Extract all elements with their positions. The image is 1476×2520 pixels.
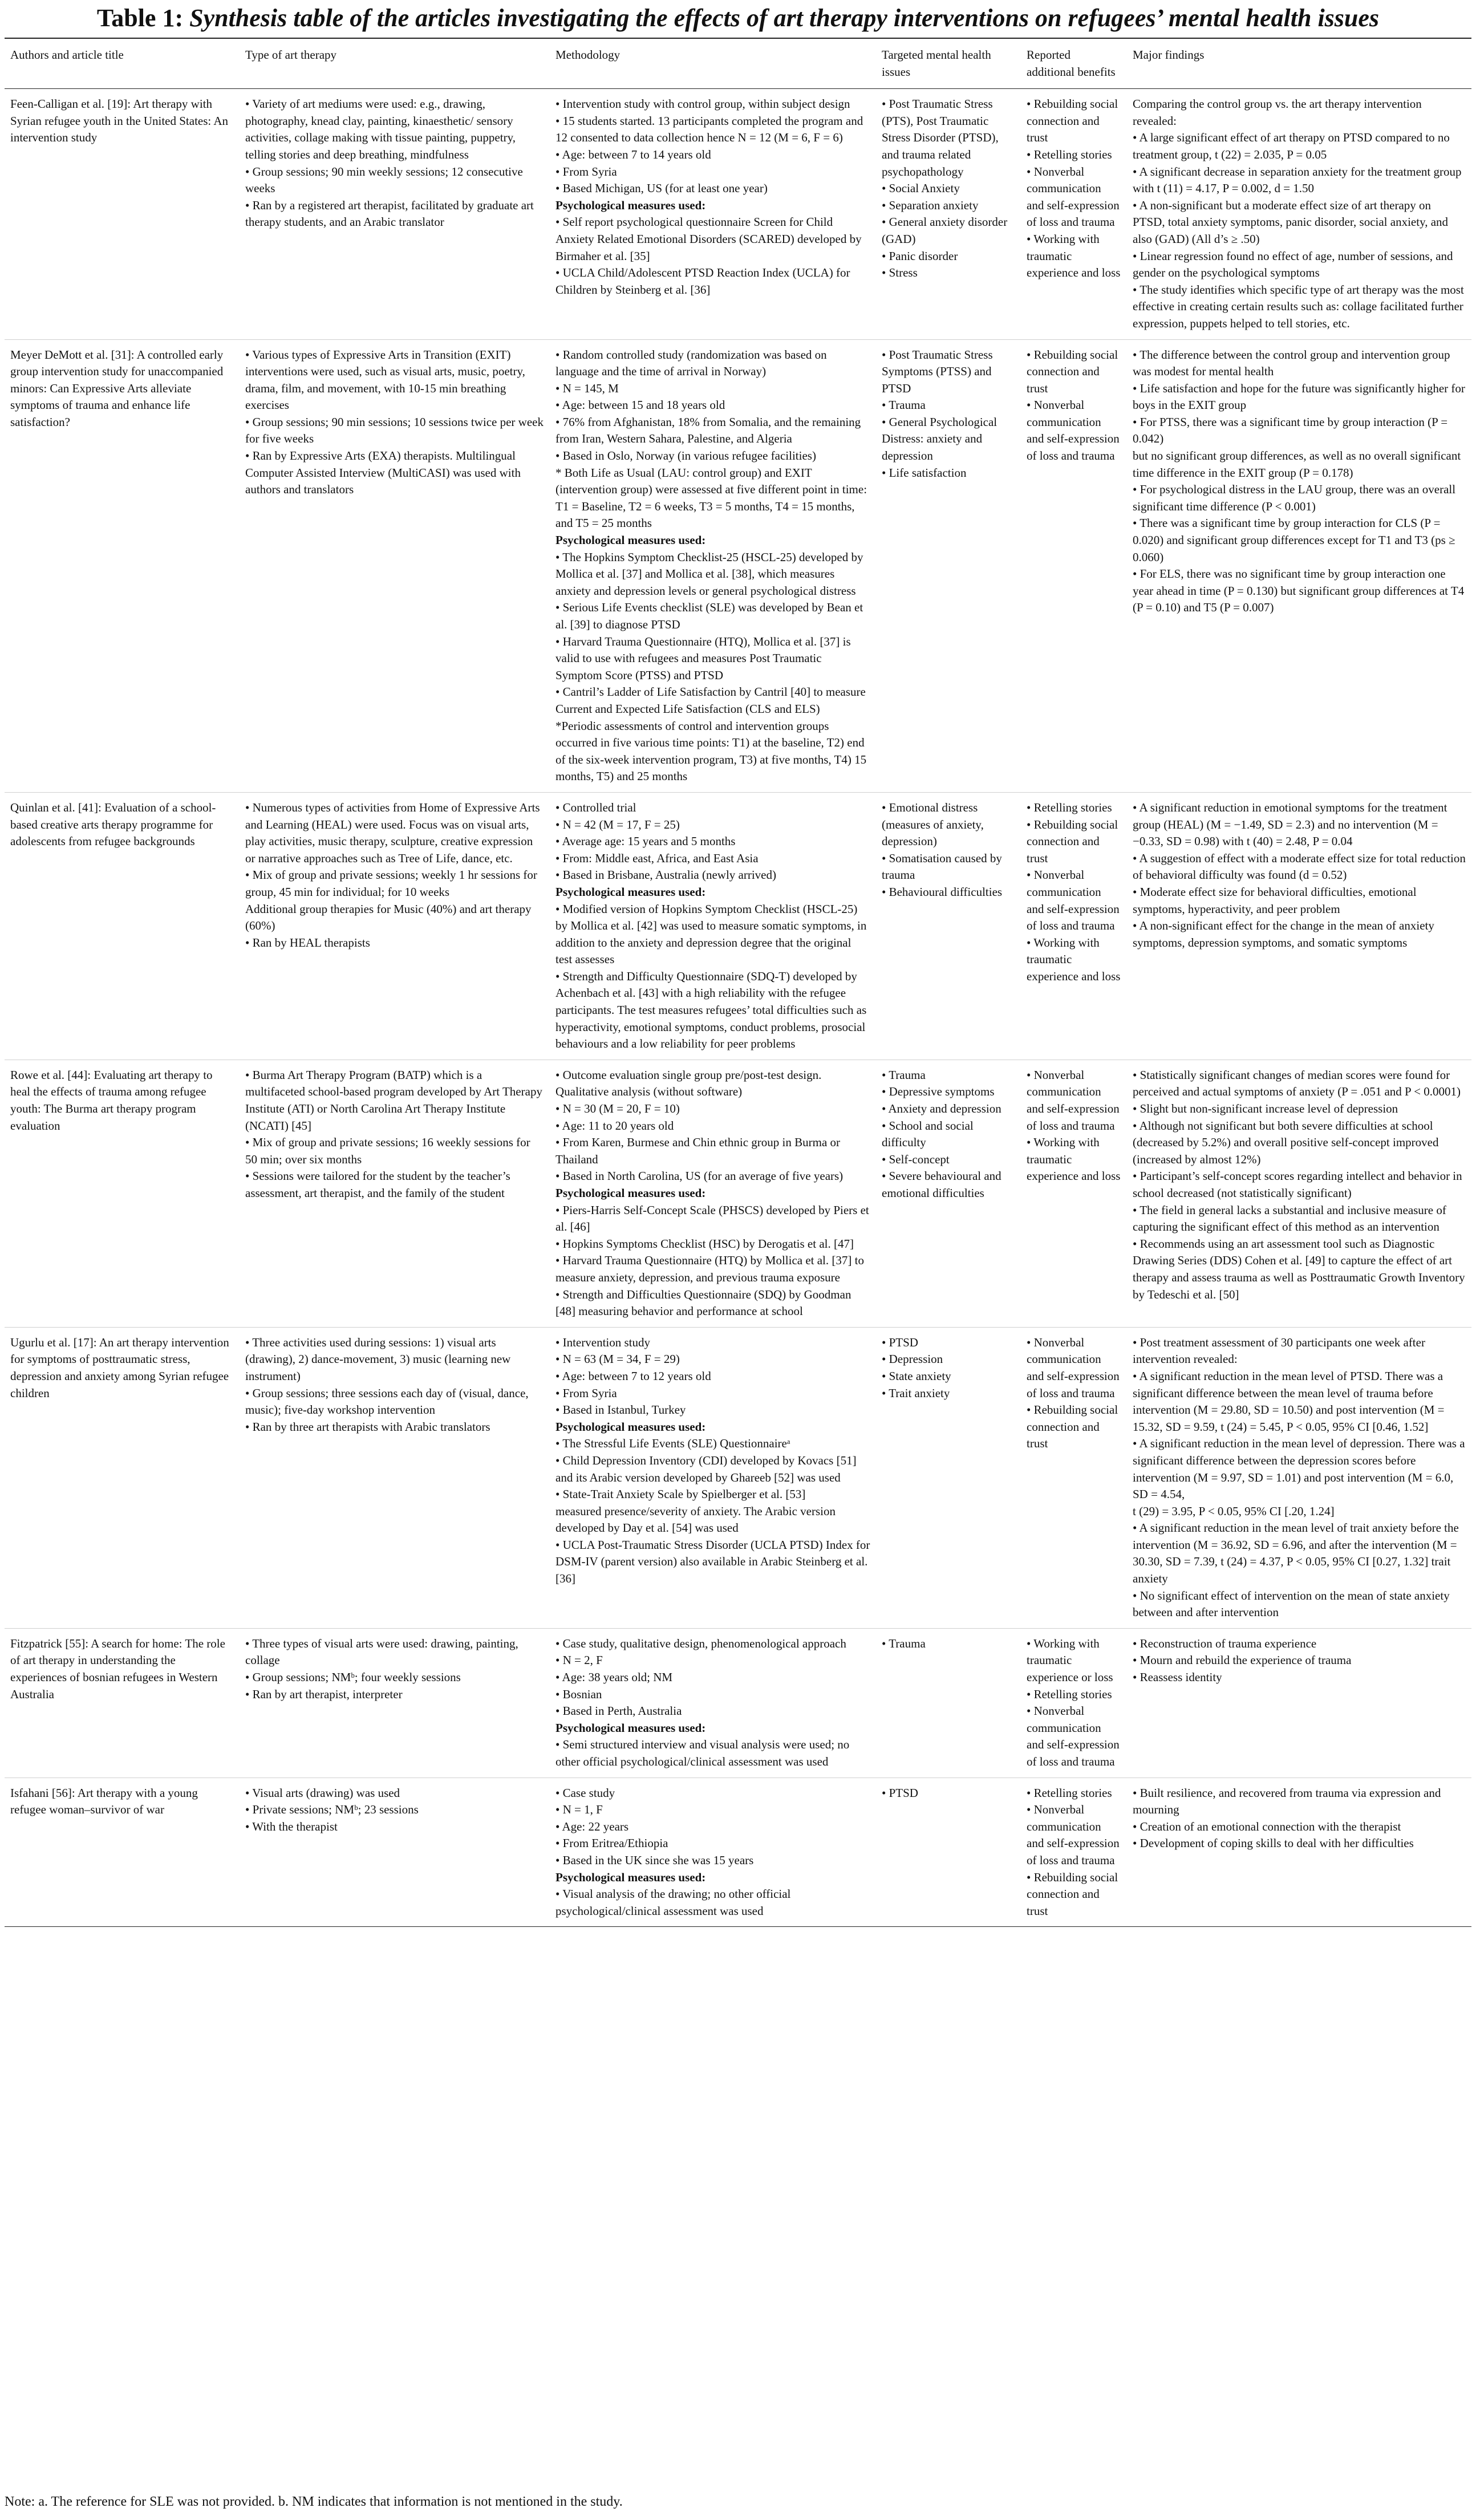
cell-additional-benefits: [1021, 89, 1127, 339]
cell-line: • Nonverbal communication and self-expression of loss and trauma: [1027, 398, 1120, 463]
cell-line: • A non-significant but a moderate effect size of art therapy on PTSD, total anxiety symptoms, panic disorder, social anxiety, and also (GAD) (All d’s ≥ .50): [1133, 198, 1449, 246]
cell-line: • Rebuilding social connection and trust: [1027, 1403, 1118, 1451]
cell-targeted-issues: [876, 339, 1021, 792]
cell-line: • N = 145, M: [555, 381, 619, 395]
cell-additional-benefits: [1021, 1778, 1127, 1927]
cell-line: • Rebuilding social connection and trust: [1027, 1870, 1118, 1918]
cell-line: • Age: between 7 to 12 years old: [555, 1369, 711, 1383]
section-heading: Psychological measures used:: [555, 1419, 706, 1434]
cell-line: • Controlled trial: [555, 800, 636, 814]
cell-line: • Statistically significant changes of median scores were found for perceived and actual symptoms of anxiety (P = .051 and P < 0.0001): [1133, 1068, 1461, 1099]
cell-line: • Bosnian: [555, 1687, 602, 1701]
cell-line: • Strength and Difficulties Questionnaire (SDQ) by Goodman [48] measuring behavior and performance at school: [555, 1287, 851, 1318]
cell-line: • Visual analysis of the drawing; no other official psychological/clinical assessment was used: [555, 1887, 791, 1918]
cell-line: • N = 1, F: [555, 1803, 603, 1817]
cell-line: • Although not significant but both severe difficulties at school (decreased by 5.2%) and overall positive self-concept improved (increased by almost 12%): [1133, 1118, 1439, 1166]
cell-methodology: [550, 89, 876, 339]
cell-line: • From Syria: [555, 164, 617, 178]
cell-line: • Based in the UK since she was 15 years: [555, 1853, 754, 1867]
cell-line: • Emotional distress (measures of anxiety, depression): [882, 800, 984, 849]
cell-additional-benefits: [1021, 1060, 1127, 1327]
cell-authors: [5, 1778, 240, 1927]
cell-line: • PTSD: [882, 1335, 918, 1349]
cell-line: • Ran by three art therapists with Arabic translators: [245, 1419, 490, 1434]
cell-line: • Outcome evaluation single group pre/post-test design. Qualitative analysis (without software): [555, 1068, 822, 1099]
cell-line: • Case study, qualitative design, phenomenological approach: [555, 1636, 846, 1650]
cell-line: • Nonverbal communication and self-expression of loss and trauma: [1027, 1803, 1120, 1867]
cell-line: • School and social difficulty: [882, 1118, 974, 1150]
cell-line: • Post Traumatic Stress Symptoms (PTSS) and PTSD: [882, 347, 993, 395]
cell-line: • Piers-Harris Self-Concept Scale (PHSCS) developed by Piers et al. [46]: [555, 1203, 869, 1234]
cell-line: • Creation of an emotional connection with the therapist: [1133, 1819, 1401, 1833]
cell-line: • A large significant effect of art therapy on PTSD compared to no treatment group, t (22) = 2.035, P = 0.05: [1133, 131, 1450, 161]
cell-line: • Separation anxiety: [882, 198, 979, 212]
cell-line: measured presence/severity of anxiety. The Arabic version developed by Day et al. [54] was used: [555, 1504, 836, 1535]
cell-line: • Private sessions; NMᵇ; 23 sessions: [245, 1803, 419, 1817]
cell-line: • From Syria: [555, 1386, 617, 1400]
cell-line: Ugurlu et al. [17]: An art therapy intervention for symptoms of posttraumatic stress, depression and anxiety among Syrian refugee children: [10, 1335, 229, 1400]
cell-line: • Ran by a registered art therapist, facilitated by graduate art therapy students, and an Arabic translator: [245, 198, 534, 229]
cell-line: t (29) = 3.95, P < 0.05, 95% CI [.20, 1.24]: [1133, 1504, 1335, 1518]
cell-line: • Ran by HEAL therapists: [245, 935, 370, 949]
cell-line: • Harvard Trauma Questionnaire (HTQ), Mollica et al. [37] is valid to use with refugees and measures Post Traumatic Symptom Score (PTSS) and PTSD: [555, 634, 851, 682]
cell-line: • Working with traumatic experience and loss: [1027, 232, 1121, 280]
cell-line: • Trait anxiety: [882, 1386, 950, 1400]
cell-authors: [5, 792, 240, 1060]
cell-line: Additional group therapies for Music (40%) and art therapy (60%): [245, 902, 532, 933]
cell-targeted-issues: [876, 792, 1021, 1060]
header-methodology: Methodology: [550, 38, 876, 89]
header-row: [5, 38, 1471, 89]
cell-line: • Harvard Trauma Questionnaire (HTQ) by Mollica et al. [37] to measure anxiety, depression, and previous trauma exposure: [555, 1253, 864, 1284]
cell-line: • The Stressful Life Events (SLE) Questionnaireᵃ: [555, 1436, 790, 1451]
table-row: [5, 1778, 1471, 1927]
cell-authors: [5, 89, 240, 339]
cell-line: Quinlan et al. [41]: Evaluation of a school-based creative arts therapy programme for adolescents from refugee backgrounds: [10, 800, 216, 849]
cell-line: • Various types of Expressive Arts in Transition (EXIT) interventions were used, such as visual arts, music, poetry, drama, film, and movement, with 10-15 min breathing exercises: [245, 347, 525, 412]
cell-line: • Strength and Difficulty Questionnaire (SDQ-T) developed by Achenbach et al. [43] with a high reliability with the refugee participants. The test measures refugees’ total difficulties such as hyperactivity, emotional symptoms, conduct problems, prosocial behaviours and a low reliability for peer problems: [555, 969, 867, 1051]
cell-major-findings: [1127, 792, 1471, 1060]
cell-line: • Behavioural difficulties: [882, 884, 1003, 899]
table-title: [0, 2, 1476, 34]
cell-line: • Age: between 15 and 18 years old: [555, 398, 725, 412]
cell-line: • N = 30 (M = 20, F = 10): [555, 1102, 680, 1116]
cell-additional-benefits: [1021, 792, 1127, 1060]
cell-line: • Reassess identity: [1133, 1670, 1222, 1685]
cell-line: • Built resilience, and recovered from trauma via expression and mourning: [1133, 1785, 1441, 1817]
cell-line: • Semi structured interview and visual analysis were used; no other official psychological/clinical assessment was used: [555, 1738, 850, 1768]
cell-line: • Self-concept: [882, 1152, 950, 1166]
cell-line: Isfahani [56]: Art therapy with a young refugee woman–survivor of war: [10, 1785, 198, 1817]
cell-line: • Visual arts (drawing) was used: [245, 1785, 400, 1800]
cell-line: • Depressive symptoms: [882, 1085, 995, 1099]
cell-line: • Age: between 7 to 14 years old: [555, 147, 711, 161]
cell-authors: [5, 1060, 240, 1327]
cell-line: • Numerous types of activities from Home of Expressive Arts and Learning (HEAL) were used. Focus was on visual arts, play activities, music therapy, sculpture, creative expression or narrative approaches such as Tree of Life, dance, etc.: [245, 800, 540, 865]
cell-line: Meyer DeMott et al. [31]: A controlled early group intervention study for unaccompanied minors: Can Expressive Arts alleviate symptoms of trauma and enhance life satisfaction?: [10, 347, 224, 429]
cell-line: • Reconstruction of trauma experience: [1133, 1636, 1317, 1650]
cell-line: Feen-Calligan et al. [19]: Art therapy with Syrian refugee youth in the United States: An intervention study: [10, 97, 229, 145]
cell-line: • Three types of visual arts were used: drawing, painting, collage: [245, 1636, 518, 1667]
cell-line: • 15 students started. 13 participants completed the program and 12 consented to data collection hence N = 12 (M = 6, F = 6): [555, 113, 863, 145]
cell-line: • Nonverbal communication and self-expression of loss and trauma: [1027, 1704, 1120, 1768]
cell-line: • Retelling stories: [1027, 147, 1112, 161]
cell-methodology: [550, 1628, 876, 1778]
cell-art-therapy-type: [240, 1778, 550, 1927]
cell-line: • Mix of group and private sessions; 16 weekly sessions for 50 min; over six months: [245, 1135, 530, 1166]
cell-line: • From Karen, Burmese and Chin ethnic group in Burma or Thailand: [555, 1135, 841, 1166]
cell-art-therapy-type: [240, 339, 550, 792]
cell-line: • Ran by Expressive Arts (EXA) therapists. Multilingual Computer Assisted Interview (MultiCASI) was used with authors and translators: [245, 449, 521, 497]
cell-line: • Variety of art mediums were used: e.g., drawing, photography, knead clay, painting, kinaesthetic/ sensory activities, collage making with tissue painting, puppetry, telling stories and deep breathing, mindfulness: [245, 97, 516, 161]
cell-line: • Retelling stories: [1027, 1687, 1112, 1701]
cell-line: • Group sessions; 90 min weekly sessions; 12 consecutive weeks: [245, 164, 523, 196]
cell-line: • State-Trait Anxiety Scale by Spielberger et al. [53]: [555, 1487, 806, 1502]
cell-line: • From Eritrea/Ethiopia: [555, 1836, 668, 1851]
table-row: [5, 339, 1471, 792]
cell-line: • Working with traumatic experience and loss: [1027, 1135, 1121, 1183]
cell-line: • Based in Istanbul, Turkey: [555, 1403, 686, 1417]
cell-line: • Intervention study: [555, 1335, 650, 1349]
cell-line: • A suggestion of effect with a moderate effect size for total reduction of behavioral difficulty was found (d = 0.52): [1133, 851, 1466, 882]
cell-major-findings: [1127, 1060, 1471, 1327]
cell-additional-benefits: [1021, 339, 1127, 792]
cell-methodology: [550, 1327, 876, 1628]
cell-art-therapy-type: [240, 89, 550, 339]
cell-line: • Rebuilding social connection and trust: [1027, 347, 1118, 395]
cell-line: • A significant decrease in separation anxiety for the treatment group with t (11) = 4.17, P = 0.002, d = 1.50: [1133, 164, 1462, 196]
cell-line: • Development of coping skills to deal with her difficulties: [1133, 1836, 1414, 1851]
cell-line: • Group sessions; three sessions each day of (visual, dance, music); five-day workshop intervention: [245, 1386, 529, 1417]
cell-line: • Group sessions; NMᵇ; four weekly sessions: [245, 1670, 461, 1685]
cell-methodology: [550, 1778, 876, 1927]
section-heading: Psychological measures used:: [555, 1720, 706, 1735]
cell-line: • Trauma: [882, 398, 926, 412]
cell-line: • Based in Brisbane, Australia (newly arrived): [555, 868, 776, 882]
cell-line: • Life satisfaction: [882, 465, 967, 480]
cell-line: * Both Life as Usual (LAU: control group) and EXIT (intervention group) were assessed at five different point in time: T1 = Baseline, T2 = 6 weeks, T3 = 5 months, T4 = 15 months, and T5 = 25 months: [555, 465, 867, 530]
cell-line: • General anxiety disorder (GAD): [882, 215, 1008, 246]
cell-line: • N = 42 (M = 17, F = 25): [555, 817, 680, 831]
cell-line: • Self report psychological questionnaire Screen for Child Anxiety Related Emotional Disorders (SCARED) developed by Birmaher et al. [35]: [555, 215, 862, 263]
cell-major-findings: [1127, 89, 1471, 339]
cell-line: • Post treatment assessment of 30 participants one week after intervention revealed:: [1133, 1335, 1425, 1366]
cell-line: • A non-significant effect for the change in the mean of anxiety symptoms, depression symptoms, and somatic symptoms: [1133, 919, 1434, 949]
cell-line: • Working with traumatic experience and loss: [1027, 935, 1121, 983]
cell-line: • For psychological distress in the LAU group, there was an overall significant time difference (P < 0.001): [1133, 482, 1456, 513]
cell-additional-benefits: [1021, 1327, 1127, 1628]
cell-line: • State anxiety: [882, 1369, 951, 1383]
cell-line: • Ran by art therapist, interpreter: [245, 1687, 403, 1701]
cell-additional-benefits: [1021, 1628, 1127, 1778]
table-note: Note: a. The reference for SLE was not provided. b. NM indicates that information is not mentioned in the study.: [5, 2494, 623, 2509]
cell-line: • Mix of group and private sessions; weekly 1 hr sessions for group, 45 min for individual; for 10 weeks: [245, 868, 537, 899]
table-body: [5, 89, 1471, 1927]
table-row: [5, 792, 1471, 1060]
section-heading: Psychological measures used:: [555, 198, 706, 212]
section-heading: Psychological measures used:: [555, 533, 706, 547]
cell-targeted-issues: [876, 1628, 1021, 1778]
cell-targeted-issues: [876, 1060, 1021, 1327]
table-caption: Synthesis table of the articles investigating the effects of art therapy interventions on refugees’ mental health issues: [189, 4, 1380, 32]
cell-authors: [5, 1327, 240, 1628]
cell-line: • A significant reduction in the mean level of trait anxiety before the intervention (M = 36.92, SD = 6.96, and after the intervention (M = 30.30, SD = 7.39, t (24) = 4.37, P < 0.05, 95% CI [0.27, 1.32] trait anxiety: [1133, 1521, 1459, 1586]
cell-line: • Mourn and rebuild the experience of trauma: [1133, 1653, 1352, 1667]
cell-line: Comparing the control group vs. the art therapy intervention revealed:: [1133, 97, 1422, 128]
table-label: Table 1:: [96, 4, 184, 32]
header-findings: Major findings: [1127, 38, 1471, 89]
synthesis-table: [5, 38, 1471, 1927]
cell-line: • Nonverbal communication and self-expression of loss and trauma: [1027, 1068, 1120, 1133]
cell-targeted-issues: [876, 1778, 1021, 1927]
cell-line: • Nonverbal communication and self-expression of loss and trauma: [1027, 164, 1120, 229]
cell-line: • Child Depression Inventory (CDI) developed by Kovacs [51] and its Arabic version developed by Ghareeb [52] was used: [555, 1453, 857, 1484]
cell-line: • Life satisfaction and hope for the future was significantly higher for boys in the EXIT group: [1133, 381, 1465, 412]
cell-major-findings: [1127, 1628, 1471, 1778]
header-issues: Targeted mental health issues: [876, 38, 1021, 89]
cell-targeted-issues: [876, 89, 1021, 339]
cell-art-therapy-type: [240, 1327, 550, 1628]
cell-line: • A significant reduction in the mean level of PTSD. There was a significant difference between the mean level of trauma before intervention (M = 29.80, SD = 10.50) and post intervention (M = 15.32, SD = 9.59, t (24) = 5.45, P < 0.05, 95% CI [0.46, 1.52]: [1133, 1369, 1445, 1434]
cell-line: • Cantril’s Ladder of Life Satisfaction by Cantril [40] to measure Current and Expected Life Satisfaction (CLS and ELS): [555, 685, 866, 716]
cell-line: • Slight but non-significant increase level of depression: [1133, 1102, 1398, 1116]
cell-line: • UCLA Post-Traumatic Stress Disorder (UCLA PTSD) Index for DSM-IV (parent version) also available in Arabic Steinberg et al. [36]: [555, 1537, 870, 1586]
cell-line: • Serious Life Events checklist (SLE) was developed by Bean et al. [39] to diagnose PTSD: [555, 600, 863, 631]
header-authors: Authors and article title: [5, 38, 240, 89]
cell-line: • Age: 38 years old; NM: [555, 1670, 673, 1685]
cell-methodology: [550, 1060, 876, 1327]
cell-line: • Based in Oslo, Norway (in various refugee facilities): [555, 449, 816, 463]
cell-line: • PTSD: [882, 1785, 918, 1800]
cell-line: • Participant’s self-concept scores regarding intellect and behavior in school decreased (not statistically significant): [1133, 1169, 1462, 1200]
cell-line: • Three activities used during sessions: 1) visual arts (drawing), 2) dance-movement, 3) music (learning new instrument): [245, 1335, 511, 1383]
cell-line: • Group sessions; 90 min sessions; 10 sessions twice per week for five weeks: [245, 415, 544, 446]
cell-line: • Average age: 15 years and 5 months: [555, 834, 736, 849]
section-heading: Psychological measures used:: [555, 1870, 706, 1884]
cell-line: • The Hopkins Symptom Checklist-25 (HSCL-25) developed by Mollica et al. [37] and Mollica et al. [38], which measures anxiety and depression levels or general psychological distress: [555, 550, 863, 598]
cell-art-therapy-type: [240, 1628, 550, 1778]
cell-line: • There was a significant time by group interaction for CLS (P = 0.020) and significant group differences except for T1 and T3 (ps ≥ 0.060): [1133, 516, 1455, 564]
cell-line: Rowe et al. [44]: Evaluating art therapy to heal the effects of trauma among refugee youth: The Burma art therapy program evaluation: [10, 1068, 213, 1133]
cell-line: • Post Traumatic Stress (PTS), Post Traumatic Stress Disorder (PTSD), and trauma related psychopathology: [882, 97, 999, 178]
cell-line: • UCLA Child/Adolescent PTSD Reaction Index (UCLA) for Children by Steinberg et al. [36]: [555, 266, 850, 297]
cell-line: • Linear regression found no effect of age, number of sessions, and gender on the psychological symptoms: [1133, 249, 1453, 280]
table-row: [5, 89, 1471, 339]
cell-line: • A significant reduction in the mean level of depression. There was a significant difference between the depression scores before intervention (M = 9.97, SD = 1.01) and post intervention (M = 6.0, SD = 4.54,: [1133, 1436, 1465, 1502]
cell-line: • Somatisation caused by trauma: [882, 851, 1002, 882]
cell-line: • The difference between the control group and intervention group was modest for mental health: [1133, 347, 1450, 379]
cell-line: *Periodic assessments of control and intervention groups occurred in five various time points: T1) at the baseline, T2) end of the six-week intervention program, T3) at five months, T4) 15 months, T5) and 25 months: [555, 719, 867, 784]
cell-line: • Nonverbal communication and self-expression of loss and trauma: [1027, 868, 1120, 933]
cell-line: • Working with traumatic experience or loss: [1027, 1636, 1113, 1685]
cell-line: • Random controlled study (randomization was based on language and the time of arrival in Norway): [555, 347, 827, 379]
table-row: [5, 1628, 1471, 1778]
cell-methodology: [550, 792, 876, 1060]
cell-line: • Severe behavioural and emotional difficulties: [882, 1169, 1001, 1200]
cell-line: • Stress: [882, 266, 918, 280]
cell-line: • The study identifies which specific type of art therapy was the most effective in creating certain results such as: collage facilitated further expression, puppets helped to tell stories, etc.: [1133, 282, 1464, 330]
section-heading: Psychological measures used:: [555, 1186, 706, 1200]
cell-line: • From: Middle east, Africa, and East Asia: [555, 851, 759, 865]
cell-line: • Retelling stories: [1027, 800, 1112, 814]
cell-line: but no significant group differences, as well as no overall significant time difference in the EXIT group (P = 0.178): [1133, 449, 1461, 480]
cell-line: • General Psychological Distress: anxiety and depression: [882, 415, 997, 463]
cell-line: • Case study: [555, 1785, 615, 1800]
cell-line: • Hopkins Symptoms Checklist (HSC) by Derogatis et al. [47]: [555, 1236, 854, 1251]
table-row: [5, 1060, 1471, 1327]
table-row: [5, 1327, 1471, 1628]
cell-line: • 76% from Afghanistan, 18% from Somalia, and the remaining from Iran, Western Sahara, Palestine, and Algeria: [555, 415, 861, 446]
cell-line: • Retelling stories: [1027, 1785, 1112, 1800]
header-type: Type of art therapy: [240, 38, 550, 89]
cell-line: • Panic disorder: [882, 249, 958, 263]
cell-line: • Anxiety and depression: [882, 1102, 1001, 1116]
cell-line: • Moderate effect size for behavioral difficulties, emotional symptoms, hyperactivity, and peer problem: [1133, 884, 1417, 916]
cell-line: • Depression: [882, 1352, 943, 1366]
cell-major-findings: [1127, 1778, 1471, 1927]
cell-line: • Trauma: [882, 1636, 926, 1650]
cell-line: • Social Anxiety: [882, 181, 960, 196]
cell-line: • Nonverbal communication and self-expression of loss and trauma: [1027, 1335, 1120, 1400]
cell-line: • The field in general lacks a substantial and inclusive measure of capturing the significant effect of this method as an intervention: [1133, 1203, 1446, 1234]
section-heading: Psychological measures used:: [555, 884, 706, 899]
cell-line: • No significant effect of intervention on the mean of state anxiety between and after intervention: [1133, 1588, 1450, 1620]
header-benefits: Reported additional benefits: [1021, 38, 1127, 89]
cell-line: • Modified version of Hopkins Symptom Checklist (HSCL-25) by Mollica et al. [42] was used to measure somatic symptoms, in addition to the anxiety and depression degree that the original test assesses: [555, 902, 867, 967]
cell-line: • Age: 22 years: [555, 1819, 629, 1833]
cell-line: • For ELS, there was no significant time by group interaction one year ahead in time (P = 0.130) but significant group differences at T4 (P = 0.10) and T5 (P = 0.007): [1133, 567, 1465, 615]
cell-methodology: [550, 339, 876, 792]
cell-line: • For PTSS, there was a significant time by group interaction (P = 0.042): [1133, 415, 1448, 446]
cell-line: Fitzpatrick [55]: A search for home: The role of art therapy in understanding the experiences of bosnian refugees in Western Australia: [10, 1636, 225, 1701]
cell-major-findings: [1127, 1327, 1471, 1628]
cell-line: • Rebuilding social connection and trust: [1027, 97, 1118, 145]
cell-major-findings: [1127, 339, 1471, 792]
cell-line: • Based in Perth, Australia: [555, 1704, 682, 1718]
cell-line: • Recommends using an art assessment tool such as Diagnostic Drawing Series (DDS) Cohen et al. [49] to capture the effect of art therapy and assess trauma as well as Posttraumatic Growth Inventory by Tedeschi et al. [50]: [1133, 1236, 1465, 1301]
cell-line: • Age: 11 to 20 years old: [555, 1118, 674, 1133]
cell-line: • Based Michigan, US (for at least one year): [555, 181, 768, 196]
cell-line: • Sessions were tailored for the student by the teacher’s assessment, art therapist, and the family of the student: [245, 1169, 510, 1200]
cell-line: • A significant reduction in emotional symptoms for the treatment group (HEAL) (M = −1.49, SD = 2.3) and no intervention (M = −0.33, SD = 0.98) with t (40) = 2.48, P = 0.04: [1133, 800, 1447, 849]
cell-line: • Burma Art Therapy Program (BATP) which is a multifaceted school-based program developed by Art Therapy Institute (ATI) or North Carolina Art Therapy Institute (NCATI) [45]: [245, 1068, 542, 1133]
cell-line: • Based in North Carolina, US (for an average of five years): [555, 1169, 844, 1183]
cell-line: • Rebuilding social connection and trust: [1027, 817, 1118, 865]
cell-targeted-issues: [876, 1327, 1021, 1628]
cell-authors: [5, 339, 240, 792]
cell-art-therapy-type: [240, 1060, 550, 1327]
cell-art-therapy-type: [240, 792, 550, 1060]
cell-line: • N = 63 (M = 34, F = 29): [555, 1352, 680, 1366]
cell-line: • Trauma: [882, 1068, 926, 1082]
cell-authors: [5, 1628, 240, 1778]
cell-line: • Intervention study with control group, within subject design: [555, 97, 850, 111]
cell-line: • N = 2, F: [555, 1653, 603, 1667]
cell-line: • With the therapist: [245, 1819, 338, 1833]
